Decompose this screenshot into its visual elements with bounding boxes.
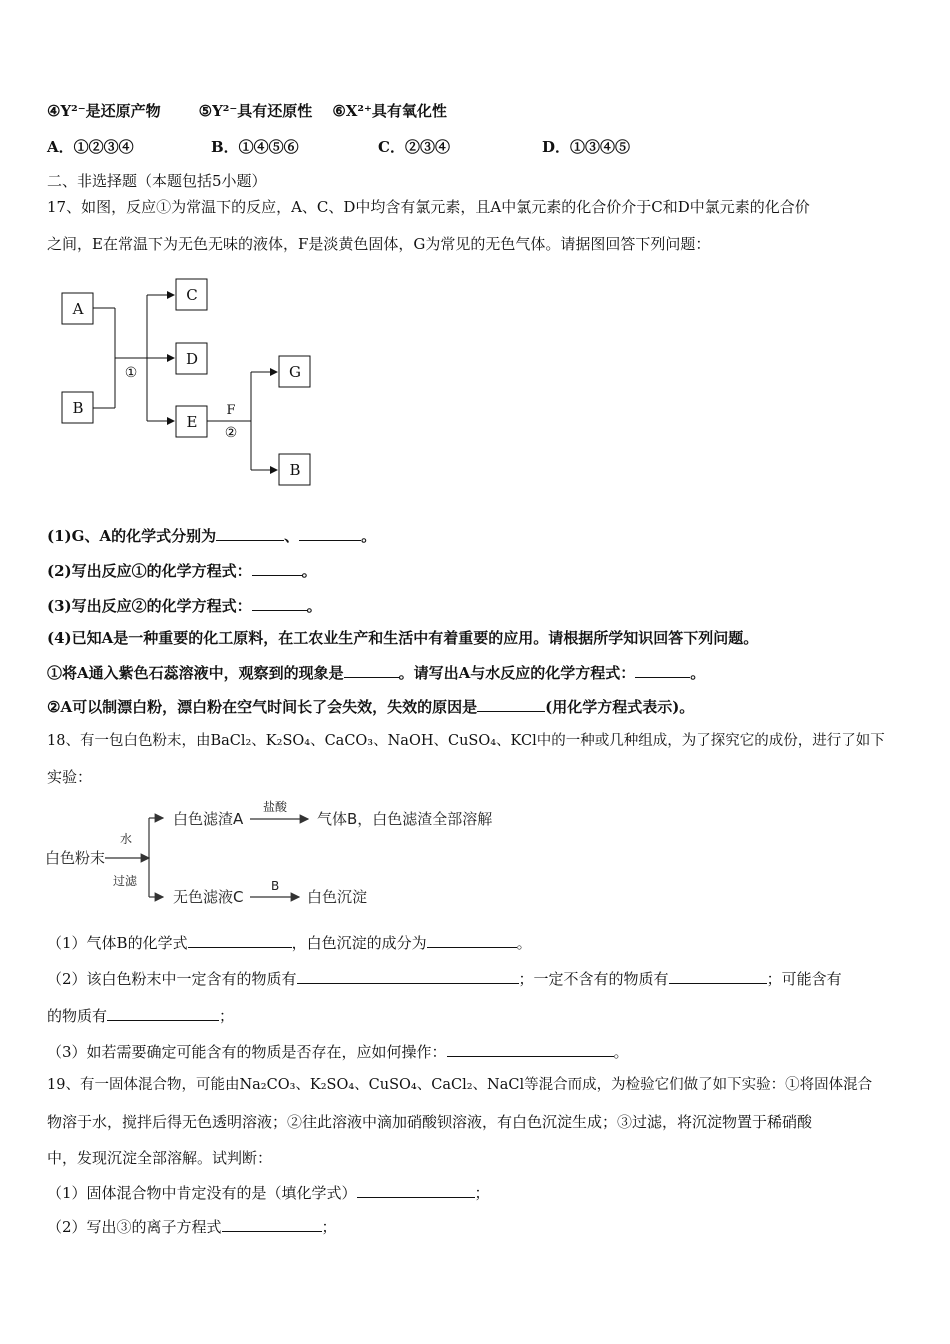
q18-sub1: （1）气体B的化学式 ，白色沉淀的成分为 。 xyxy=(47,934,532,952)
q17-sub1: (1)G、A的化学式分别为 、 。 xyxy=(47,527,377,545)
q18-sub2-cont: 的物质有 ； xyxy=(47,1007,235,1025)
option-b: B．①④⑤⑥ xyxy=(211,138,299,156)
q18-experiment-diagram xyxy=(45,797,515,917)
q19-text-line2: 物溶于水，搅拌后得无色透明溶液；②往此溶液中滴加硝酸钡溶液，有白色沉淀生成；③过滤，将沉淀物置于稀硝酸 xyxy=(47,1113,813,1131)
section-title: 二、非选择题（本题包括5小题） xyxy=(47,172,267,190)
node-a-label: A xyxy=(72,300,84,318)
node-d-label: D xyxy=(185,350,199,368)
answer-blank[interactable] xyxy=(344,663,399,678)
answer-blank[interactable] xyxy=(188,933,292,948)
q18-text-line2: 实验： xyxy=(47,768,93,786)
answer-blank[interactable] xyxy=(669,969,767,984)
answer-blank[interactable] xyxy=(447,1042,614,1057)
reaction-2-label: ② xyxy=(224,425,238,441)
q17-flow-diagram xyxy=(55,278,335,493)
node-e-label: E xyxy=(186,413,198,431)
node-c-label: C xyxy=(186,286,198,304)
statement-5: ⑤Y²⁻具有还原性 xyxy=(198,102,313,120)
q18-sub2: （2）该白色粉末中一定含有的物质有 ；一定不含有的物质有 ；可能含有 xyxy=(47,970,842,988)
answer-blank[interactable] xyxy=(252,596,307,611)
q17-sub2: (2)写出反应①的化学方程式： 。 xyxy=(47,562,317,580)
option-d: D．①③④⑤ xyxy=(542,138,631,156)
q17-sub4-1: ①将A通入紫色石蕊溶液中，观察到的现象是 。请写出A与水反应的化学方程式： 。 xyxy=(47,664,706,682)
residue-label: 白色滤渣A xyxy=(173,810,244,828)
answer-blank[interactable] xyxy=(222,1217,322,1232)
q17-sub4-2: ②A可以制漂白粉，漂白粉在空气时间长了会失效，失效的原因是 (用化学方程式表示)。 xyxy=(47,698,695,716)
q19-text-line3: 中，发现沉淀全部溶解。试判断： xyxy=(47,1149,273,1167)
filtrate-result-label: 白色沉淀 xyxy=(307,888,368,906)
answer-blank[interactable] xyxy=(427,933,517,948)
q19-sub2: （2）写出③的离子方程式 ； xyxy=(47,1218,337,1236)
reaction-1-label: ① xyxy=(124,365,138,381)
answer-blank[interactable] xyxy=(107,1006,219,1021)
start-label: 白色粉末 xyxy=(45,849,106,867)
acid-label: 盐酸 xyxy=(263,800,288,814)
reagent-b-label: B xyxy=(271,879,280,893)
option-a: A．①②③④ xyxy=(47,138,134,156)
q19-sub1: （1）固体混合物中肯定没有的是（填化学式） ； xyxy=(47,1184,490,1202)
filter-label: 过滤 xyxy=(113,874,138,888)
q17-text-line1: 17、如图，反应①为常温下的反应，A、C、D中均含有氯元素，且A中氯元素的化合价介于C和D中氯元素的化合价 xyxy=(47,198,810,216)
options-prev-line xyxy=(47,101,447,121)
reagent-f-label: F xyxy=(226,403,236,418)
q18-sub3: （3）如若需要确定可能含有的物质是否存在，应如何操作： 。 xyxy=(47,1043,629,1061)
q19-text-line1: 19、有一固体混合物，可能由Na₂CO₃、K₂SO₄、CuSO₄、CaCl₂、NaCl等混合而成，为检验它们做了如下实验：①将固体混合 xyxy=(47,1077,873,1093)
answer-blank[interactable] xyxy=(252,561,302,576)
node-b-start-label: B xyxy=(72,399,84,417)
filtrate-label: 无色滤液C xyxy=(173,888,244,906)
answer-blank[interactable] xyxy=(477,697,545,712)
answer-blank[interactable] xyxy=(357,1183,475,1198)
answer-blank[interactable] xyxy=(216,526,284,541)
node-b-end-label: B xyxy=(289,461,301,479)
answer-blank[interactable] xyxy=(297,969,519,984)
q18-text-line1: 18、有一包白色粉末，由BaCl₂、K₂SO₄、CaCO₃、NaOH、CuSO₄、KCl中的一种或几种组成，为了探究它的成份，进行了如下 xyxy=(47,733,885,749)
residue-result-label: 气体B，白色滤渣全部溶解 xyxy=(317,810,493,828)
statement-6: ⑥X²⁺具有氧化性 xyxy=(332,102,447,120)
q17-sub3: (3)写出反应②的化学方程式： 。 xyxy=(47,597,322,615)
option-c: C．②③④ xyxy=(378,138,450,156)
q17-text-line2: 之间，E在常温下为无色无味的液体，F是淡黄色固体，G为常见的无色气体。请据图回答下列问题： xyxy=(47,235,711,253)
statement-4: ④Y²⁻是还原产物 xyxy=(47,102,161,120)
answer-blank[interactable] xyxy=(635,663,690,678)
water-label: 水 xyxy=(120,832,133,846)
q17-sub4: (4)已知A是一种重要的化工原料，在工农业生产和生活中有着重要的应用。请根据所学知识回答下列问题。 xyxy=(47,629,759,647)
answer-blank[interactable] xyxy=(299,526,361,541)
node-g-label: G xyxy=(289,363,301,381)
